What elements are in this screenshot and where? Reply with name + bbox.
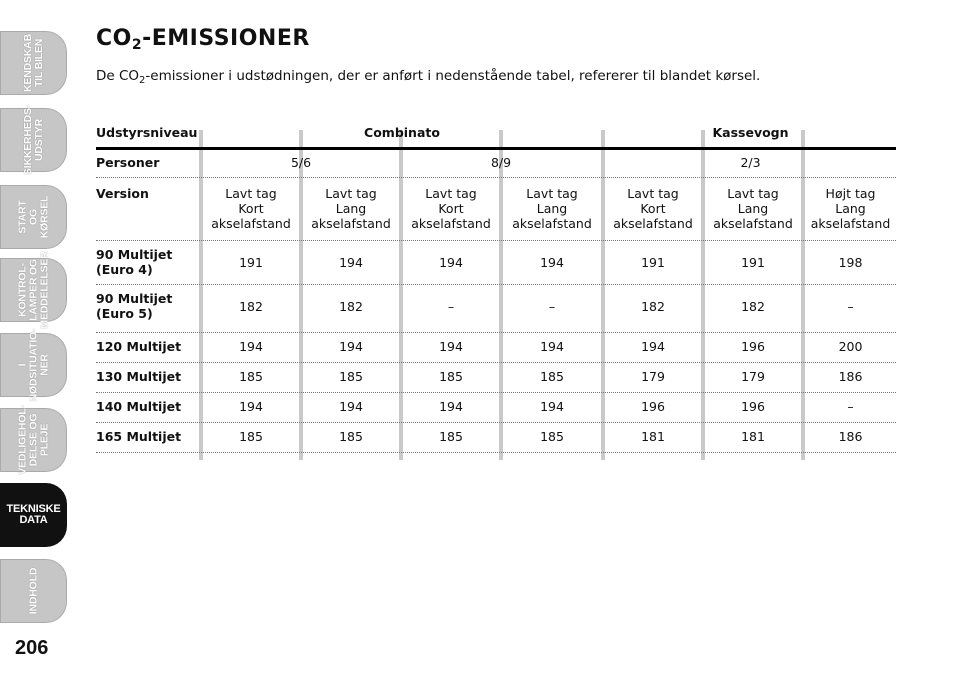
- row-divider: [96, 177, 896, 178]
- table-cell: 200: [838, 339, 863, 354]
- table-cell: 182: [641, 299, 665, 314]
- table-cell: 194: [339, 339, 363, 354]
- table-cell: 196: [741, 339, 765, 354]
- table-cell: 194: [439, 255, 463, 270]
- row-divider: [96, 362, 896, 363]
- intro-text: De $CO_2$-emissioner i udstødningen, der er anført i nedenstående tabel, refererer til blandet kørsel.: [96, 68, 761, 86]
- version-cell: Lavt tag Kort akselafstand: [211, 186, 291, 231]
- table-cell: 185: [540, 369, 564, 384]
- table-cell: 185: [239, 429, 263, 444]
- version-cell: Lavt tag Lang akselafstand: [512, 186, 592, 231]
- row-label-personer: Personer: [96, 155, 160, 170]
- table-cell: 182: [239, 299, 263, 314]
- tab-tekniske-data[interactable]: [0, 480, 70, 550]
- tab-label: VEDLIGEHOL- DELSE OG PLEJE: [16, 405, 50, 475]
- version-cell: Lavt tag Kort akselafstand: [411, 186, 491, 231]
- table-cell: 194: [540, 255, 564, 270]
- table-cell: 185: [239, 369, 263, 384]
- row-label: 90 Multijet (Euro 4): [96, 247, 173, 277]
- row-label: 130 Multijet: [96, 369, 182, 384]
- table-cell: 185: [439, 369, 463, 384]
- table-cell: 194: [439, 339, 463, 354]
- table-cell: 194: [540, 339, 564, 354]
- tab-label: INDHOLD: [27, 567, 39, 615]
- group-header-combinato: Combinato: [364, 125, 440, 140]
- version-cell: Lavt tag Lang akselafstand: [713, 186, 793, 231]
- tab-label: START OG KØRSEL: [16, 195, 50, 239]
- row-label: 120 Multijet: [96, 339, 182, 354]
- tab-start-og-korsel[interactable]: [0, 182, 70, 252]
- row-label: 165 Multijet: [96, 429, 182, 444]
- table-cell: 186: [838, 429, 863, 444]
- table-cell: 191: [741, 255, 765, 270]
- personer-value: 8/9: [490, 155, 512, 170]
- table-cell: 194: [339, 399, 363, 414]
- row-divider: [96, 284, 896, 285]
- table-cell: 194: [239, 399, 263, 414]
- row-divider: [96, 422, 896, 423]
- table-cell: 194: [239, 339, 263, 354]
- table-cell: 185: [540, 429, 564, 444]
- row-divider: [96, 240, 896, 241]
- personer-value: 2/3: [740, 155, 761, 170]
- page-title: $CO_2$-EMISSIONER: [96, 26, 310, 53]
- table-cell: –: [548, 299, 556, 314]
- header-rule: [96, 147, 896, 150]
- page-number: 206: [15, 637, 49, 659]
- tab-label: TEKNISKE DATA: [6, 503, 61, 526]
- table-cell: 186: [838, 369, 863, 384]
- tab-label: SIKKERHEDS- UDSTYR: [21, 104, 45, 176]
- tab-kendskab[interactable]: [0, 28, 70, 98]
- header-label: Udstyrsniveau: [96, 125, 198, 140]
- tab-label: I NØDSITUATIO- NER: [16, 328, 50, 402]
- tab-sikkerhedsudstyr[interactable]: [0, 105, 70, 175]
- row-label: 90 Multijet (Euro 5): [96, 291, 173, 321]
- row-divider: [96, 332, 896, 333]
- tab-label: KENDSKAB TIL BILEN: [21, 34, 45, 92]
- table-cell: 196: [641, 399, 665, 414]
- table-cell: 185: [339, 369, 363, 384]
- version-cell: Højt tag Lang akselafstand: [810, 186, 891, 231]
- row-label: 140 Multijet: [96, 399, 182, 414]
- table-cell: 181: [641, 429, 665, 444]
- table-cell: 181: [741, 429, 765, 444]
- table-cell: 198: [838, 255, 863, 270]
- table-cell: 185: [439, 429, 463, 444]
- row-label-version: Version: [96, 186, 149, 201]
- tab-vedligeholdelse[interactable]: [0, 405, 70, 475]
- tab-indhold[interactable]: [0, 556, 70, 626]
- table-cell: 194: [339, 255, 363, 270]
- table-cell: 191: [239, 255, 263, 270]
- tab-kontrollamper[interactable]: [0, 251, 70, 329]
- table-cell: –: [447, 299, 455, 314]
- group-header-kassevogn: Kassevogn: [712, 125, 789, 140]
- table-cell: 182: [741, 299, 765, 314]
- table-cell: 185: [339, 429, 363, 444]
- table-cell: 191: [641, 255, 665, 270]
- tab-nodsituationer[interactable]: [0, 330, 70, 400]
- table-cell: 179: [741, 369, 765, 384]
- row-divider: [96, 392, 896, 393]
- table-cell: 179: [641, 369, 665, 384]
- personer-value: 5/6: [290, 155, 312, 170]
- table-cell: 194: [641, 339, 665, 354]
- table-cell: 182: [339, 299, 363, 314]
- version-cell: Lavt tag Kort akselafstand: [613, 186, 693, 231]
- table-cell: –: [847, 299, 854, 314]
- table-cell: 196: [741, 399, 765, 414]
- table-cell: 194: [439, 399, 463, 414]
- version-cell: Lavt tag Lang akselafstand: [311, 186, 391, 231]
- tab-label: KONTROL- LAMPER OG MEDDELELSER: [16, 251, 50, 329]
- emissions-table: [96, 122, 896, 457]
- row-divider: [96, 452, 896, 453]
- table-cell: 194: [540, 399, 564, 414]
- chapter-tabs: [0, 0, 75, 677]
- table-cell: –: [847, 399, 854, 414]
